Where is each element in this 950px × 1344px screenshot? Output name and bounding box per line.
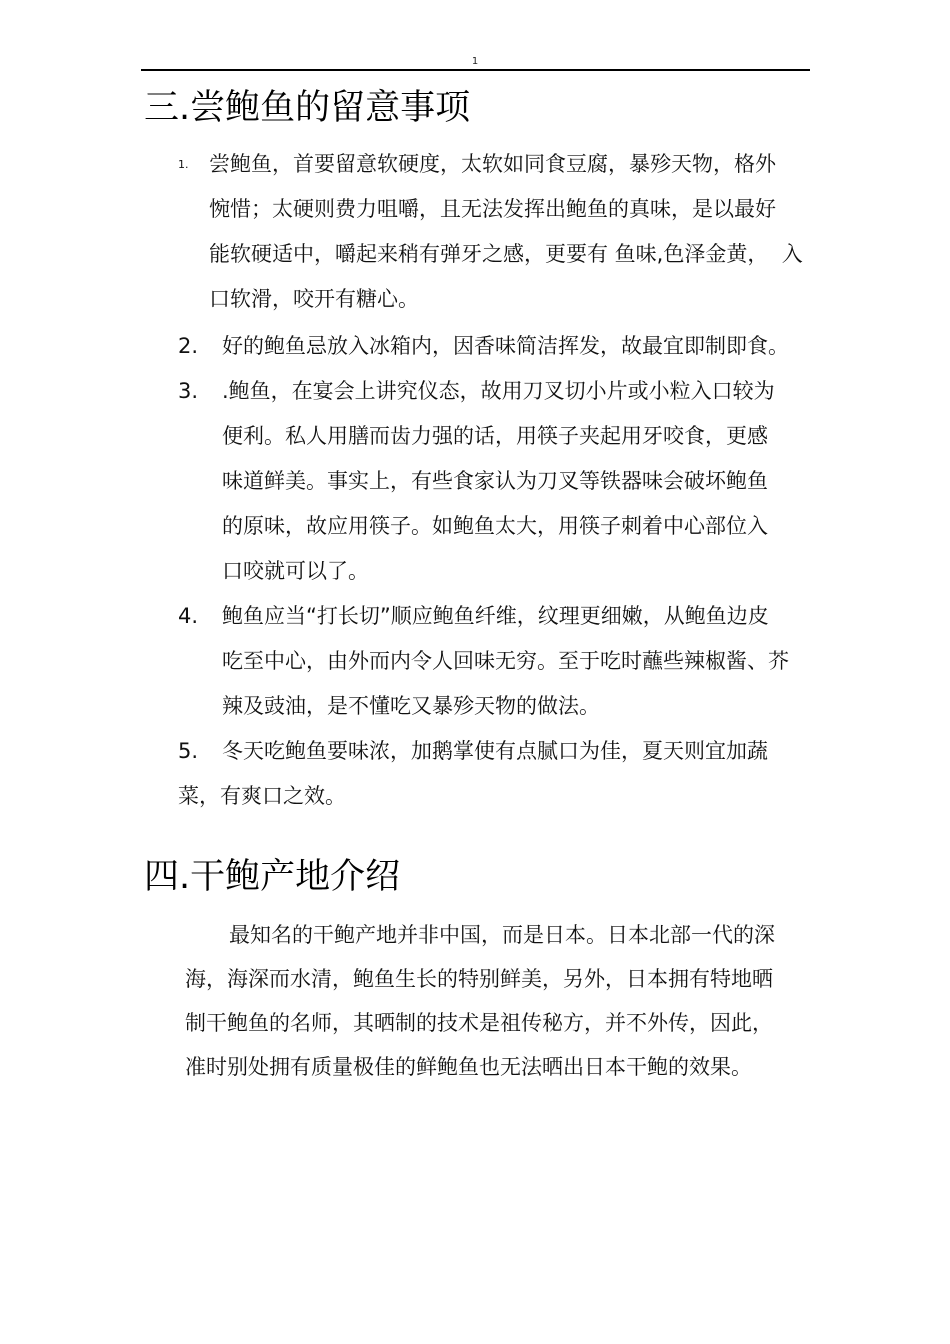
- list-item: [178, 142, 823, 322]
- list-item-number: 3.: [178, 379, 199, 403]
- list-item: [178, 369, 823, 594]
- list-item-line: 好的鲍鱼忌放入冰箱内，因香味简洁挥发，故最宜即制即食。: [222, 334, 789, 358]
- list-item-line: 尝鲍鱼，首要留意软硬度，太软如同食豆腐，暴殄天物，格外: [209, 152, 776, 176]
- list-item: [178, 729, 823, 819]
- list-item: [178, 324, 823, 369]
- list-item-number: 2.: [178, 334, 199, 358]
- list-item-line: 能软硬适中，嚼起来稍有弹牙之感，更要有 鱼味,色泽金黄， 入: [209, 242, 803, 266]
- list-item-number: 5.: [178, 739, 199, 763]
- list-item-line: 便利。私人用膳而齿力强的话，用筷子夹起用牙咬食，更感: [222, 424, 768, 448]
- list-item-line: 吃至中心，由外而内令人回味无穷。至于吃时蘸些辣椒酱、芥: [222, 649, 789, 673]
- list-item-line: 口咬就可以了。: [222, 559, 369, 583]
- list-item-line: 菜，有爽口之效。: [178, 784, 346, 808]
- paragraph-line: 制干鲍鱼的名师，其晒制的技术是祖传秘方，并不外传，因此，: [185, 1011, 773, 1035]
- page-number: 1: [471, 56, 479, 67]
- list-item-line: 口软滑，咬开有糖心。: [209, 287, 419, 311]
- list-item-line: 味道鲜美。事实上，有些食家认为刀叉等铁器味会破坏鲍鱼: [222, 469, 768, 493]
- list-item-line: .鲍鱼，在宴会上讲究仪态，故用刀叉切小片或小粒入口较为: [222, 379, 775, 403]
- list-item: [178, 594, 823, 729]
- list-item-number: 1.: [178, 158, 189, 171]
- section-4-paragraph: [185, 913, 825, 1089]
- list-item-number: 4.: [178, 604, 199, 628]
- list-item-line: 的原味，故应用筷子。如鲍鱼太大，用筷子刺着中心部位入: [222, 514, 768, 538]
- section-4-heading: 四.干鲍产地介绍: [144, 857, 401, 897]
- section-3-heading: 三.尝鲍鱼的留意事项: [144, 88, 471, 128]
- list-item-line: 惋惜；太硬则费力咀嚼，且无法发挥出鲍鱼的真味，是以最好: [209, 197, 776, 221]
- paragraph-line: 最知名的干鲍产地并非中国，而是日本。日本北部一代的深: [229, 923, 775, 947]
- paragraph-line: 海，海深而水清，鲍鱼生长的特别鲜美，另外，日本拥有特地晒: [185, 967, 773, 991]
- header-rule: [141, 69, 810, 71]
- list-item-line: 鲍鱼应当“打长切”顺应鲍鱼纤维，纹理更细嫩，从鲍鱼边皮: [222, 604, 769, 628]
- list-item-line: 冬天吃鲍鱼要味浓，加鹅掌使有点腻口为佳，夏天则宜加蔬: [222, 739, 768, 763]
- paragraph-line: 准时别处拥有质量极佳的鲜鲍鱼也无法晒出日本干鲍的效果。: [185, 1055, 752, 1079]
- list-item-line: 辣及豉油，是不懂吃又暴殄天物的做法。: [222, 694, 600, 718]
